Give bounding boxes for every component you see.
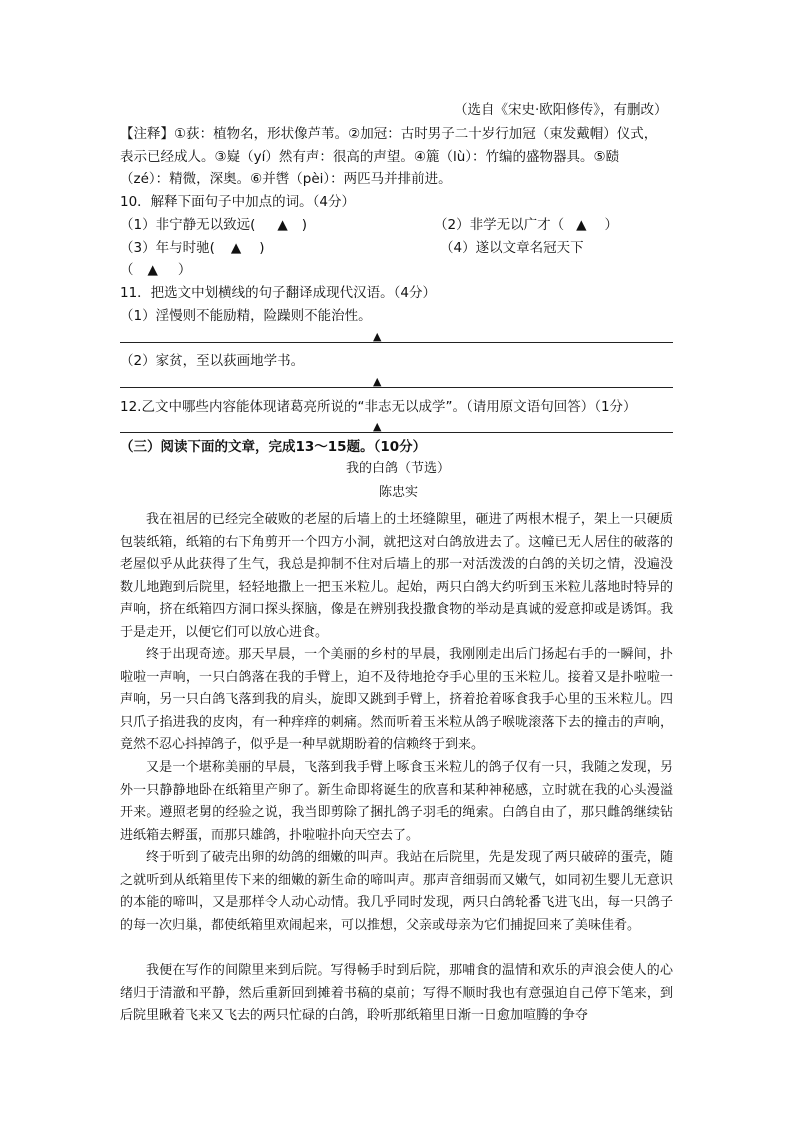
notes-line-2: 表示已经成人。③嶷（yí）然有声：很高的声望。④簏（lù）：竹编的盛物器具。⑤赜 <box>120 149 620 165</box>
answer-mark: ▲ <box>576 217 587 233</box>
question-12-stem: 12.乙文中哪些内容能体现诸葛亮所说的“非志无以成学”。（请用原文语句回答）（1分） <box>120 399 637 415</box>
question-11-sentence-1: （1）淫慢则不能励精，险躁则不能治性。 <box>120 308 372 324</box>
article-paragraph-5: 我便在写作的间隙里来到后院。写得畅手时到后院，那哺食的温情和欢乐的声浪会使人的心绪归于清澈和平静，然后重新回到摊着书稿的桌前；写得不顺时我也有意强迫自己停下笔来，到后院里瞅着飞来又飞去的两只忙碌的白鸽，聆听那纸箱里日渐一日愈加喧腾的争夺 <box>120 963 673 1023</box>
question-10-item-2 <box>434 216 618 234</box>
notes-line-3: （zé）：精微，深奥。⑥并辔（pèi）：两匹马并排前进。 <box>120 171 452 187</box>
question-11-stem: 11．把选文中划横线的句子翻译成现代汉语。（4分） <box>120 285 437 301</box>
section-3-heading: （三）阅读下面的文章，完成13～15题。（10分） <box>120 439 427 455</box>
q10-item-2-text: （2）非学无以广才（ <box>434 217 565 233</box>
answer-mark: ▲ <box>373 330 382 343</box>
answer-line <box>120 432 673 433</box>
question-10-item-1 <box>120 216 307 234</box>
notes-line-1: 【注释】①荻：植物名，形状像芦苇。②加冠：古时男子二十岁行加冠（束发戴帽）仪式， <box>120 126 658 142</box>
q10-item-4-close: ） <box>177 262 192 278</box>
question-10-item-4: （4）遂以文章名冠天下 <box>440 240 584 256</box>
article-paragraph-2: 终于出现奇迹。那天早晨，一个美丽的乡村的早晨，我刚刚走出后门扬起右手的一瞬间，扑啦啦一声响，一只白鸽落在我的手臂上，迫不及待地抢夺手心里的玉米粒儿。接着又是扑啦啦一声响，另一只白鸽飞落到我的肩头，旋即又跳到手臂上，挤着抢着啄食我手心里的玉米粒儿。四只爪子掐进我的皮肉，有一种痒痒的刺痛。然而听着玉米粒从鸽子喉咙滚落下去的撞击的声响，竟然不忍心抖掉鸽子，似乎是一种早就期盼着的信赖终于到来。 <box>120 647 673 752</box>
q10-item-1-text: （1）非宁静无以致远( <box>120 217 256 233</box>
question-10-item-3 <box>120 239 265 257</box>
answer-mark: ▲ <box>277 217 288 233</box>
answer-mark: ▲ <box>373 375 382 388</box>
article-title: 我的白鸽（节选） <box>346 461 451 476</box>
article-paragraph-4: 终于听到了破壳出卵的幼鸽的细嫩的叫声。我站在后院里，先是发现了两只破碎的蛋壳，随之就听到从纸箱里传下来的细嫩的新生命的啼叫声。那声音细弱而又嫩气，如同初生婴儿无意识的本能的啼叫，又是那样令人动心动情。我几乎同时发现，两只白鸽轮番飞进飞出，每一只鸽子的每一次归巢，都使纸箱里欢闹起来，可以推想，父亲或母亲为它们捕捉回来了美味佳肴。 <box>120 850 673 933</box>
question-10-item-4-answer <box>120 261 191 279</box>
question-10-stem: 10．解释下面句子中加点的词。（4分） <box>120 194 356 210</box>
question-11-sentence-2: （2）家贫，至以荻画地学书。 <box>120 353 305 369</box>
article-paragraph-1: 我在祖居的已经完全破败的老屋的后墙上的土坯缝隙里，砸进了两根木棍子，架上一只硬质包装纸箱，纸箱的右下角剪开一个四方小洞，就把这对白鸽放进去了。这幢已无人居住的破落的老屋似乎从此获得了生气，我总是抑制不住对后墙上的那一对活泼泼的白鸽的关切之情，没遍没数儿地跑到后院里，轻轻地撒上一把玉米粒儿。起始，两只白鸽大约听到玉米粒儿落地时特异的声响，挤在纸箱四方洞口探头探脑，像是在辨别我投撒食物的举动是真诚的爱意抑或是诱饵。我于是走开，以便它们可以放心进食。 <box>120 512 673 640</box>
answer-mark: ▲ <box>147 262 158 278</box>
answer-mark: ▲ <box>230 240 242 256</box>
article-paragraph-3: 又是一个堪称美丽的早晨，飞落到我手臂上啄食玉米粒儿的鸽子仅有一只，我随之发现，另外一只静静地卧在纸箱里产卵了。新生命即将诞生的欣喜和某种神秘感，立时就在我的心头漫溢开来。遵照老舅的经验之说，我当即剪除了捆扎鸽子羽毛的绳索。白鸽自由了，那只雌鸽继续钻进纸箱去孵蛋，而那只雄鸽，扑啦啦扑向天空去了。 <box>120 760 673 843</box>
q10-item-4-open: （ <box>120 262 134 278</box>
answer-mark: ▲ <box>373 420 382 433</box>
q10-item-1-close: ) <box>301 217 308 233</box>
article-author: 陈忠实 <box>379 485 419 500</box>
source-citation: （选自《宋史·欧阳修传》，有删改） <box>454 102 668 118</box>
answer-line <box>120 342 673 343</box>
q10-item-2-close: ） <box>604 217 618 233</box>
q10-item-3-text: （3）年与时驰( <box>120 240 215 256</box>
q10-item-3-close: ) <box>259 240 265 256</box>
answer-line <box>120 387 673 388</box>
